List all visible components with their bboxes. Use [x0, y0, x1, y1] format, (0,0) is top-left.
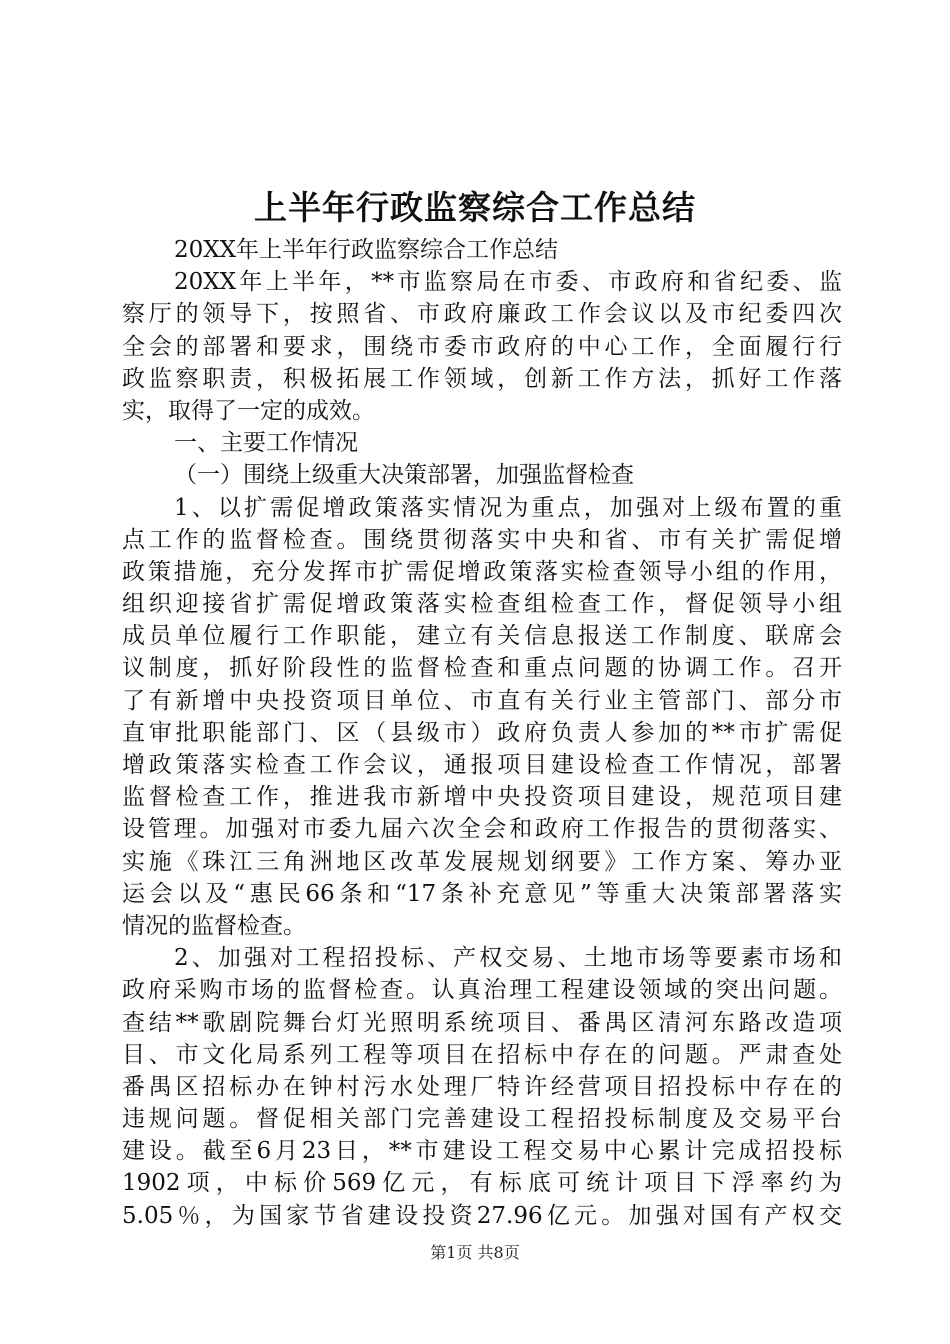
text-line: 5.05％，为国家节省建设投资27.96亿元。加强对国有产权交	[122, 1202, 842, 1229]
text-line: 20XX年上半年行政监察综合工作总结	[174, 237, 559, 263]
text-line: 全会的部署和要求，围绕市委市政府的中心工作，全面履行行	[122, 333, 842, 360]
text-line: 设管理。加强对市委九届六次全会和政府工作报告的贯彻落实、	[122, 816, 842, 843]
text-line: 议制度，抓好阶段性的监督检查和重点问题的协调工作。召开	[122, 655, 842, 682]
page-footer: 第1页 共8页	[430, 1243, 520, 1262]
text-line: 违规问题。督促相关部门完善建设工程招投标制度及交易平台	[122, 1106, 842, 1133]
text-line: 察厅的领导下，按照省、市政府廉政工作会议以及市纪委四次	[122, 301, 842, 328]
text-line: 一、主要工作情况	[174, 430, 358, 457]
text-line: 政府采购市场的监督检查。认真治理工程建设领域的突出问题。	[122, 977, 842, 1004]
text-line: 了有新增中央投资项目单位、市直有关行业主管部门、部分市	[122, 687, 842, 714]
text-line: 点工作的监督检查。围绕贯彻落实中央和省、市有关扩需促增	[122, 526, 842, 553]
text-line: 实，取得了一定的成效。	[122, 397, 375, 424]
text-line: 2、加强对工程招投标、产权交易、土地市场等要素市场和	[174, 945, 842, 972]
text-line: 监督检查工作，推进我市新增中央投资项目建设，规范项目建	[122, 784, 842, 811]
document-title: 上半年行政监察综合工作总结	[254, 188, 696, 227]
text-line: 目、市文化局系列工程等项目在招标中存在的问题。严肃查处	[122, 1041, 842, 1068]
text-line: 成员单位履行工作职能，建立有关信息报送工作制度、联席会	[122, 623, 842, 650]
text-line: 运会以及“惠民66条和“17条补充意见”等重大决策部署落实	[122, 880, 842, 907]
text-line: 增政策落实检查工作会议，通报项目建设检查工作情况，部署	[122, 752, 842, 778]
text-line: 情况的监督检查。	[122, 912, 306, 939]
text-line: 组织迎接省扩需促增政策落实检查组检查工作，督促领导小组	[122, 591, 842, 618]
text-line: 番禺区招标办在钟村污水处理厂特许经营项目招投标中存在的	[122, 1073, 842, 1100]
text-line: 20XX年上半年，**市监察局在市委、市政府和省纪委、监	[174, 269, 842, 296]
text-line: 建设。截至6月23日，**市建设工程交易中心累计完成招投标	[122, 1138, 842, 1165]
document-body	[122, 234, 842, 1232]
text-line: 查结**歌剧院舞台灯光照明系统项目、番禺区清河东路改造项	[122, 1009, 842, 1036]
text-line: 1902项，中标价569亿元，有标底可统计项目下浮率约为	[122, 1170, 842, 1197]
text-line: 1、以扩需促增政策落实情况为重点，加强对上级布置的重	[174, 494, 842, 521]
text-line: 直审批职能部门、区（县级市）政府负责人参加的**市扩需促	[122, 719, 842, 746]
text-line: 实施《珠江三角洲地区改革发展规划纲要》工作方案、筹办亚	[122, 848, 842, 875]
text-line: 政监察职责，积极拓展工作领域，创新工作方法，抓好工作落	[122, 365, 842, 392]
text-line: （一）围绕上级重大决策部署，加强监督检查	[174, 462, 634, 489]
text-line: 政策措施，充分发挥市扩需促增政策落实检查领导小组的作用，	[122, 558, 842, 585]
